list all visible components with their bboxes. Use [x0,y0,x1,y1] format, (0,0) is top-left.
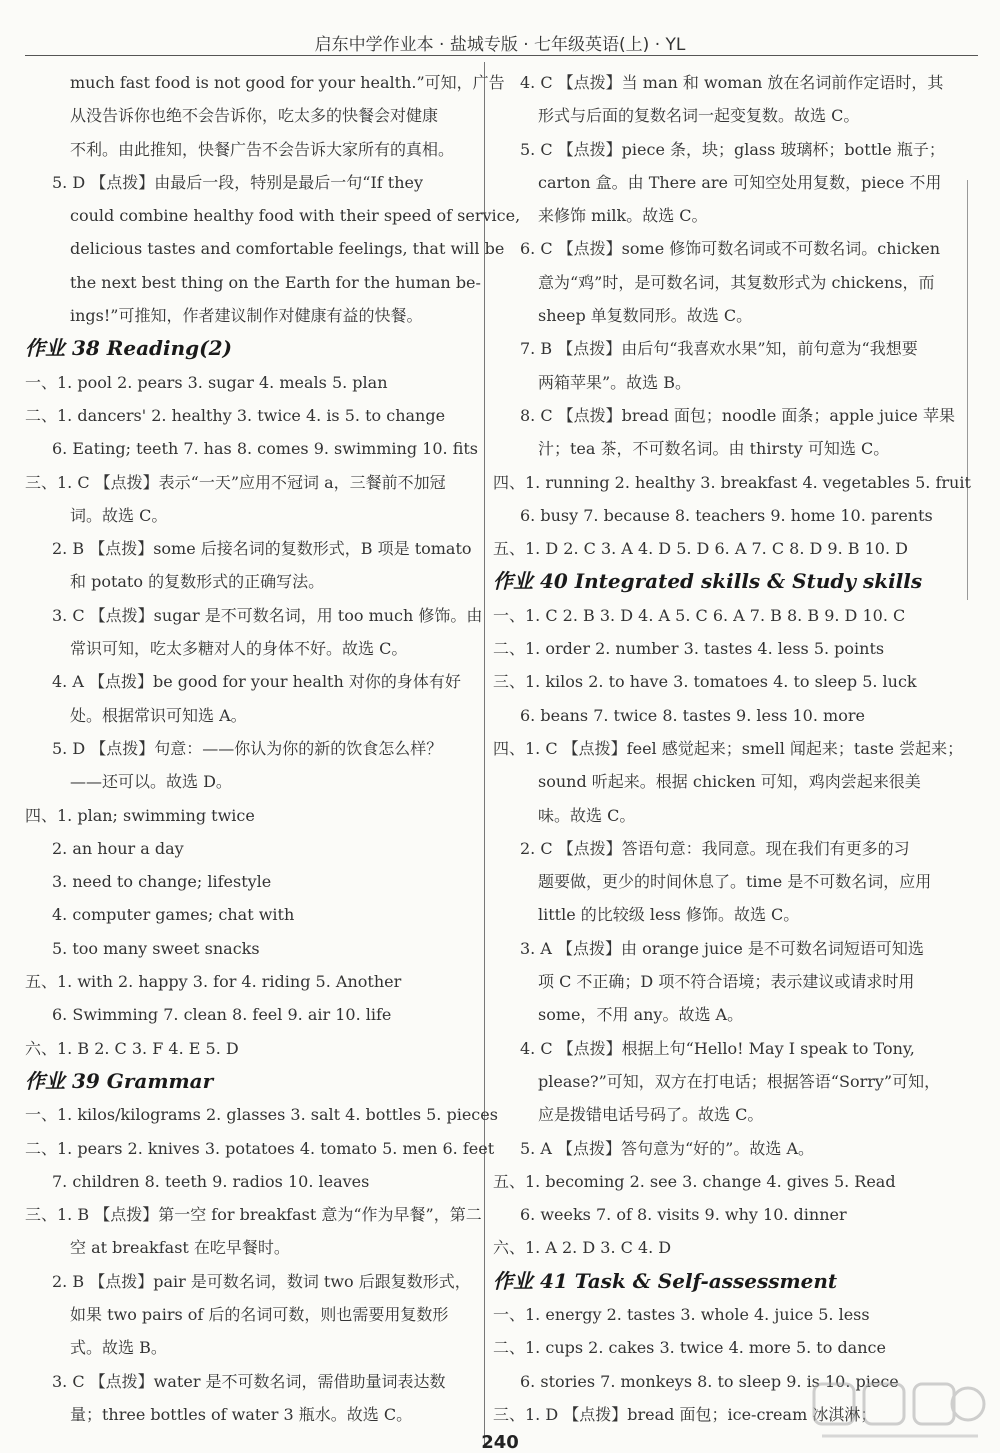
answer-line: 二、1. order 2. number 3. tastes 4. less 5. points [493,639,885,659]
answer-line: 三、1. B 【点拨】第一空 for breakfast 意为“作为早餐”，第二 [25,1205,482,1225]
answer-line: delicious tastes and comfortable feelings, that will be [70,239,505,259]
answer-line: 词。故选 C。 [70,505,168,525]
answer-line: 二、1. pears 2. knives 3. potatoes 4. tomato 5. men 6. feet [25,1138,495,1158]
answer-line: sheep 单复数同形。故选 C。 [538,306,753,326]
answer-line: 5. C 【点拨】piece 条，块；glass 玻璃杯；bottle 瓶子； [520,139,945,159]
answer-line: 应是拨错电话号码了。故选 C。 [538,1105,764,1125]
answer-line: 2. B 【点拨】pair 是可数名词，数词 two 后跟复数形式， [52,1271,471,1291]
answer-line: 三、1. kilos 2. to have 3. tomatoes 4. to sleep 5. luck [493,672,917,692]
answer-line: 不利。由此推知，快餐广告不会告诉大家所有的真相。 [70,139,455,159]
section-heading: 作业 39 Grammar [25,1068,214,1093]
header-rule [25,55,978,56]
answer-line: ——还可以。故选 D。 [70,772,232,792]
answer-line: 味。故选 C。 [538,805,636,825]
page-number: 240 [481,1432,519,1453]
answer-line: 4. computer games; chat with [52,905,295,925]
answer-line: 6. busy 7. because 8. teachers 9. home 10. parents [520,505,933,525]
answer-line: 一、1. energy 2. tastes 3. whole 4. juice 5. less [493,1304,870,1324]
answer-line: 和 potato 的复数形式的正确写法。 [70,572,325,592]
answer-line: 2. an hour a day [52,838,184,858]
answer-line: 7. children 8. teeth 9. radios 10. leaves [52,1171,370,1191]
answer-line: 6. Swimming 7. clean 8. feel 9. air 10. life [52,1005,392,1025]
answer-line: ings!”可推知，作者建议制作对健康有益的快餐。 [70,306,423,326]
right-column [493,66,971,1431]
answer-line: 一、1. kilos/kilograms 2. glasses 3. salt 4. bottles 5. pieces [25,1105,498,1125]
answer-line: 2. C 【点拨】答语句意：我同意。现在我们有更多的习 [520,838,910,858]
column-divider [484,62,485,1447]
answer-line: 一、1. pool 2. pears 3. sugar 4. meals 5. plan [25,372,388,392]
answer-line: 5. D 【点拨】由最后一段，特别是最后一句“If they [52,172,424,192]
answer-line: 5. too many sweet snacks [52,938,260,958]
answer-line: 从没告诉你也绝不会告诉你，吃太多的快餐会对健康 [70,106,439,126]
answer-line: 式。故选 B。 [70,1338,167,1358]
answer-line: much fast food is not good for your health.”可知，广告 [70,73,505,92]
answer-line: 项 C 不正确；D 项不符合语境；表示建议或请求时用 [538,972,915,992]
section-heading: 作业 38 Reading(2) [25,336,233,361]
answer-line: 4. C 【点拨】根据上句“Hello! May I speak to Tony, [520,1038,915,1058]
answer-line: 形式与后面的复数名词一起变复数。故选 C。 [538,106,860,126]
answer-line: 6. Eating; teeth 7. has 8. comes 9. swimming 10. fits [52,439,479,459]
answer-line: 3. C 【点拨】water 是不可数名词，需借助量词表达数 [52,1371,446,1391]
answer-line: some，不用 any。故选 A。 [538,1005,744,1025]
scan-edge-line [967,180,968,600]
answer-line: 处。根据常识可知选 A。 [70,705,247,725]
answer-line: 意为“鸡”时，是可数名词，其复数形式为 chickens，而 [538,272,935,292]
section-heading: 作业 40 Integrated skills & Study skills [493,569,923,594]
answer-line: 5. A 【点拨】答句意为“好的”。故选 A。 [520,1138,814,1158]
answer-line: 两箱苹果”。故选 B。 [538,372,692,392]
answer-line: 如果 two pairs of 后的名词可数，则也需要用复数形 [70,1304,449,1324]
answer-line: 常识可知，吃太多糖对人的身体不好。故选 C。 [70,639,408,659]
answer-line: 来修饰 milk。故选 C。 [538,206,708,226]
answer-line: 6. C 【点拨】some 修饰可数名词或不可数名词。chicken [520,239,941,259]
answer-line: little 的比较级 less 修饰。故选 C。 [538,905,800,925]
left-column [25,66,521,1431]
answer-line: 量；three bottles of water 3 瓶水。故选 C。 [70,1404,413,1424]
answer-line: the next best thing on the Earth for the human be- [70,272,481,292]
answer-line: 3. A 【点拨】由 orange juice 是不可数名词短语可知选 [520,938,924,958]
answer-line: 汁；tea 茶，不可数名词。由 thirsty 可知选 C。 [538,439,890,459]
answer-line: 四、1. running 2. healthy 3. breakfast 4. vegetables 5. fruit [493,472,971,492]
answer-line: 8. C 【点拨】bread 面包；noodle 面条；apple juice 苹果 [520,405,955,425]
answer-line: sound 听起来。根据 chicken 可知，鸡肉尝起来很美 [538,772,921,792]
answer-line: please?”可知，双方在打电话；根据答语“Sorry”可知， [538,1071,941,1091]
answer-line: 四、1. plan; swimming twice [25,805,255,825]
answer-line: 三、1. C 【点拨】表示“一天”应用不冠词 a，三餐前不加冠 [25,472,446,492]
answer-line: 2. B 【点拨】some 后接名词的复数形式，B 项是 tomato [52,539,472,559]
answer-line: 4. C 【点拨】当 man 和 woman 放在名词前作定语时，其 [520,73,944,92]
answer-line: 二、1. dancers' 2. healthy 3. twice 4. is 5. to change [25,405,446,425]
answer-line: 3. need to change; lifestyle [52,872,272,892]
answer-line: 5. D 【点拨】句意：——你认为你的新的饮食怎么样？ [52,738,443,758]
answer-line: could combine healthy food with their speed of service, [70,206,521,226]
answer-line: carton 盒。由 There are 可知空处用复数，piece 不用 [538,172,942,192]
answer-line: 四、1. C 【点拨】feel 感觉起来；smell 闻起来；taste 尝起来； [493,738,964,758]
answer-line: 五、1. with 2. happy 3. for 4. riding 5. Another [25,972,402,992]
answer-line: 三、1. D 【点拨】bread 面包；ice-cream 冰淇淋； [493,1404,877,1424]
answer-line: 二、1. cups 2. cakes 3. twice 4. more 5. to dance [493,1338,886,1358]
answer-line: 6. weeks 7. of 8. visits 9. why 10. dinner [520,1205,847,1225]
answer-line: 五、1. D 2. C 3. A 4. D 5. D 6. A 7. C 8. D 9. B 10. D [493,539,908,559]
answer-line: 六、1. A 2. D 3. C 4. D [493,1238,672,1258]
answer-line: 7. B 【点拨】由后句“我喜欢水果”知，前句意为“我想要 [520,339,918,359]
section-heading: 作业 41 Task & Self-assessment [493,1268,838,1293]
answer-line: 3. C 【点拨】sugar 是不可数名词，用 too much 修饰。由 [52,605,483,625]
answer-line: 6. stories 7. monkeys 8. to sleep 9. is 10. piece [520,1371,899,1391]
answer-line: 一、1. C 2. B 3. D 4. A 5. C 6. A 7. B 8. B 9. D 10. C [493,605,906,625]
answer-line: 六、1. B 2. C 3. F 4. E 5. D [25,1038,239,1058]
answer-line: 6. beans 7. twice 8. tastes 9. less 10. more [520,705,865,725]
answer-line: 题要做，更少的时间休息了。time 是不可数名词，应用 [538,872,932,892]
answer-line: 空 at breakfast 在吃早餐时。 [70,1238,290,1258]
answer-line: 4. A 【点拨】be good for your health 对你的身体有好 [52,672,461,692]
answer-line: 五、1. becoming 2. see 3. change 4. gives 5. Read [493,1171,896,1191]
page-header: 启东中学作业本 · 盐城专版 · 七年级英语(上) · YL [314,35,686,55]
